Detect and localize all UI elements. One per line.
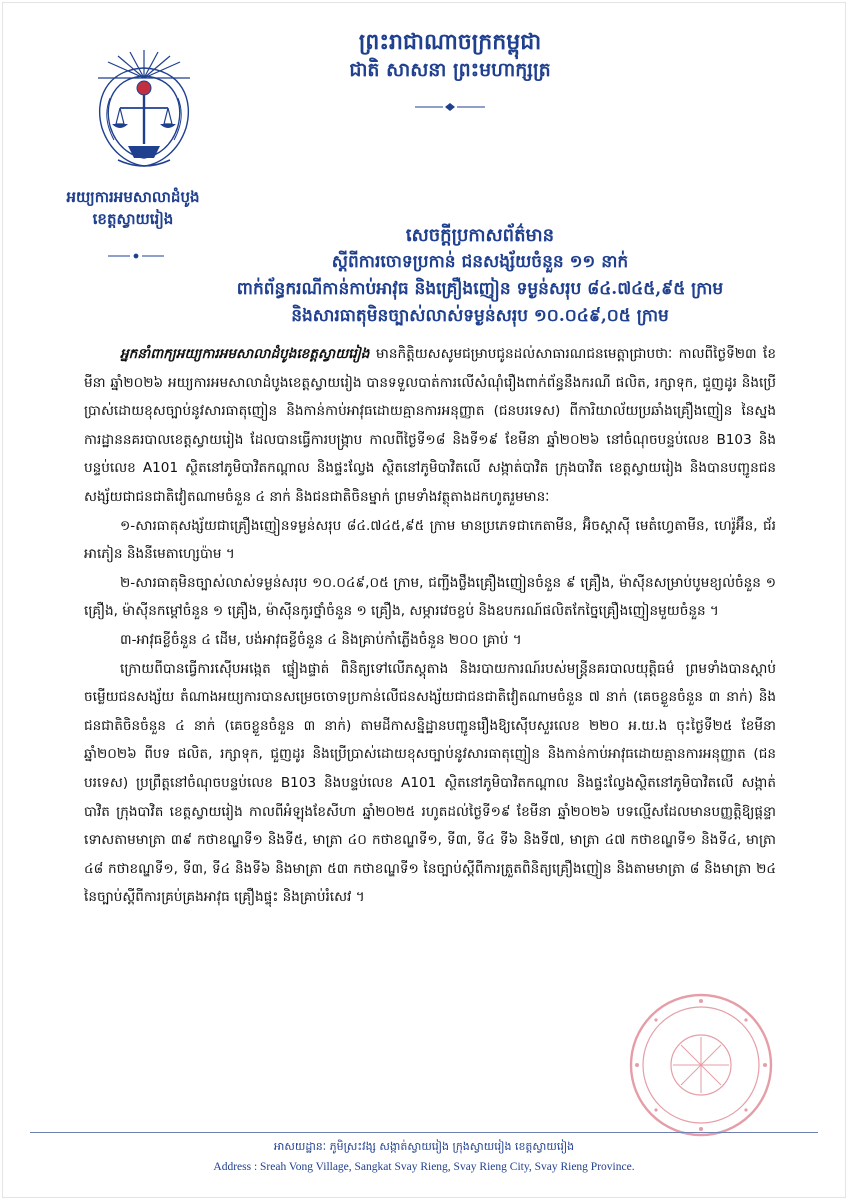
title-line-2: ស្តីពីការចោទប្រកាន់ ជនសង្ស័យចំនួន ១១ នាក់ <box>331 252 629 272</box>
national-motto: ជាតិ សាសនា ព្រះមហាក្សត្រ <box>349 59 551 81</box>
title-line-3: ពាក់ព័ន្ធករណីកាន់កាប់អាវុធ និងគ្រឿងញៀន ទម្ងន់សរុប ៨៤.៧៤៥,៩៥ ក្រាម <box>236 279 724 299</box>
title-line-1: សេចក្តីប្រកាសព័ត៌មាន <box>405 225 555 246</box>
kingdom-heading <box>300 28 600 116</box>
paragraph-intro-text: មានកិត្តិយសសូមជម្រាបជូនដល់សាធារណជនមេត្តាជ្រាបថាៈ កាលពីថ្ងៃទី២៣ ខែមីនា ឆ្នាំ២០២៦ អយ្យការអមសាលាដំបូងខេត្តស្វាយរៀង បានទទួលបាត់ការលើសំណុំរឿងពាក់ព័ន្ធនឹងករណី ផលិត, រក្សាទុក, ជួញដូរ និងប្រើប្រាស់ដោយខុសច្បាប់នូវសារធាតុញៀន និងកាន់កាប់អាវុធដោយគ្មានការអនុញ្ញាត (ជនបរទេស) ពីការិយាល័យប្រឆាំងគ្រឿងញៀន នៃស្នងការដ្ឋាននគរបាលខេត្តស្វាយរៀង ដែលបានធ្វើការបង្ក្រាប កាលពីថ្ងៃទី១៨ និងទី១៩ ខែមីនា ឆ្នាំ២០២៦ នៅចំណុចបន្ទប់លេខ B103 និងបន្ទប់លេខ A101 ស្ថិតនៅភូមិបាវិតកណ្តាល និងផ្ទះល្វែង ស្ថិតនៅភូមិបាវិតលើ សង្កាត់បាវិត ក្រុងបាវិត ខេត្តស្វាយរៀង និងបានបញ្ជូនជនសង្ស័យជាជនជាតិវៀតណាមចំនួន ៤ នាក់ និងជនជាតិចិនម្នាក់ ព្រមទាំងវត្ថុតាងដកហូតរួមមានៈ <box>84 346 776 505</box>
footer-divider <box>30 1132 818 1133</box>
announcer-name: អ្នកនាំពាក្យអយ្យការអមសាលាដំបូងខេត្តស្វាយរៀង <box>120 346 370 362</box>
court-name-line2: ខេត្តស្វាយរៀង <box>92 210 174 228</box>
evidence-item-3: ៣-អាវុធខ្លីចំនួន ៤ ដើម, បង់អាវុធខ្លីចំនួន ៤ និងគ្រាប់កាំភ្លើងចំនួន ២០០ គ្រាប់ ។ <box>120 631 522 648</box>
court-emblem-icon <box>88 48 200 176</box>
footer-address-khmer: អាសយដ្ឋានៈ ភូមិស្រះវង្ស សង្កាត់ស្វាយរៀង ក្រុងស្វាយរៀង ខេត្តស្វាយរៀង <box>273 1140 575 1153</box>
paragraph-intro <box>84 340 776 512</box>
title-line-4: និងសារធាតុមិនច្បាស់លាស់ទម្ងន់សរុប ១០.០៤៩,០៥ ក្រាម <box>291 306 669 326</box>
evidence-item-2: ២-សារធាតុមិនច្បាស់លាស់ទម្ងន់សរុប ១០.០៤៩,០៥ ក្រាម, ជញ្ជីងថ្លឹងគ្រឿងញៀនចំនួន ៩ គ្រឿង, ម៉ាស៊ីនសម្រាប់បូមខ្យល់ចំនួន ១ គ្រឿង, ម៉ាស៊ីនកម្តៅចំនួន ១ គ្រឿង, ម៉ាស៊ីនកូរថ្នាំចំនួន ១ គ្រឿង, សម្ភារវេចខ្ចប់ និងឧបករណ៍ផលិតកែច្នៃគ្រឿងញៀនមួយចំនួន ។ <box>84 574 776 620</box>
kingdom-title: ព្រះរាជាណាចក្រកម្ពុជា <box>358 29 542 55</box>
announcement-body <box>84 340 776 912</box>
official-seal-icon <box>628 992 774 1138</box>
evidence-item-1: ១-សារធាតុសង្ស័យជាគ្រឿងញៀនទម្ងន់សរុប ៨៤.៧៤៥,៩៥ ក្រាម មានប្រភេទជាកេតាមីន, អ៊ិចស្តាស៊ី មេតំហ្វេតាមីន, ហេរ៉ូអ៊ីន, ជ័រអាភៀន និងនីមេតាហ្សេប៉ាម ។ <box>84 517 776 563</box>
announcement-title <box>180 222 780 330</box>
paragraph-charges: ក្រោយពីបានធ្វើការស៊ើបអង្កេត ផ្ទៀងផ្ទាត់ ពិនិត្យទៅលើភស្តុតាង និងរបាយការណ៍របស់មន្ត្រីនគរបាលយុត្តិធម៌ ព្រមទាំងបានស្តាប់ចម្លើយជនសង្ស័យ តំណាងអយ្យការបានសម្រេចចោទប្រកាន់លើជនសង្ស័យជាជនជាតិវៀតណាមចំនួន ៧ នាក់ (គេចខ្លួនចំនួន ៣ នាក់) និងជនជាតិចិនចំនួន ៤ នាក់ (គេចខ្លួនចំនួន ៣ នាក់) តាមដីកាសន្និដ្ឋានបញ្ជូនរឿងឱ្យស៊ើបសួរលេខ ២២០ អ.យ.ង ចុះថ្ងៃទី២៥ ខែមីនា ឆ្នាំ២០២៦ ពីបទ ផលិត, រក្សាទុក, ជួញដូរ និងប្រើប្រាស់ដោយខុសច្បាប់នូវសារធាតុញៀន និងកាន់កាប់អាវុធដោយគ្មានការអនុញ្ញាត (ជនបរទេស) ប្រព្រឹត្តនៅចំណុចបន្ទប់លេខ B103 និងបន្ទប់លេខ A101 ស្ថិតនៅភូមិបាវិតកណ្តាល និងផ្ទះល្វែងស្ថិតនៅភូមិបាវិតលើ សង្កាត់បាវិត ក្រុងបាវិត ខេត្តស្វាយរៀង កាលពីអំឡុងខែសីហា ឆ្នាំ២០២៥ រហូតដល់ថ្ងៃទី១៩ ខែមីនា ឆ្នាំ២០២៦ បទល្មើសដែលមានបញ្ញត្តិឱ្យផ្តន្ទាទោសតាមមាត្រា ៣៩ កថាខណ្ឌទី១ និងទី៥, មាត្រា ៤០ កថាខណ្ឌទី១, ទី៣, ទី៤ ទី៦ និងទី៧, មាត្រា ៤៧ កថាខណ្ឌទី១ និងទី៤, មាត្រា ៤៨ កថាខណ្ឌទី១, ទី៣, ទី៤ និងទី៦ និងមាត្រា ៥៣ កថាខណ្ឌទី១ នៃច្បាប់ស្តីពីការត្រួតពិនិត្យគ្រឿងញៀន និងតាមមាត្រា ៨ និងមាត្រា ២៤ នៃច្បាប់ស្តីពីការគ្រប់គ្រងអាវុធ គ្រឿងផ្ទុះ និងគ្រាប់រំសេវ ។ <box>84 660 776 906</box>
footer-address-english: Address : Sreah Vong Village, Sangkat Svay Rieng, Svay Rieng City, Svay Rieng Province. <box>213 1161 635 1173</box>
ornament-divider-icon <box>415 102 485 112</box>
court-name-line1: អយ្យការអមសាលាដំបូង <box>66 188 200 206</box>
ornament-divider-icon <box>108 252 164 260</box>
